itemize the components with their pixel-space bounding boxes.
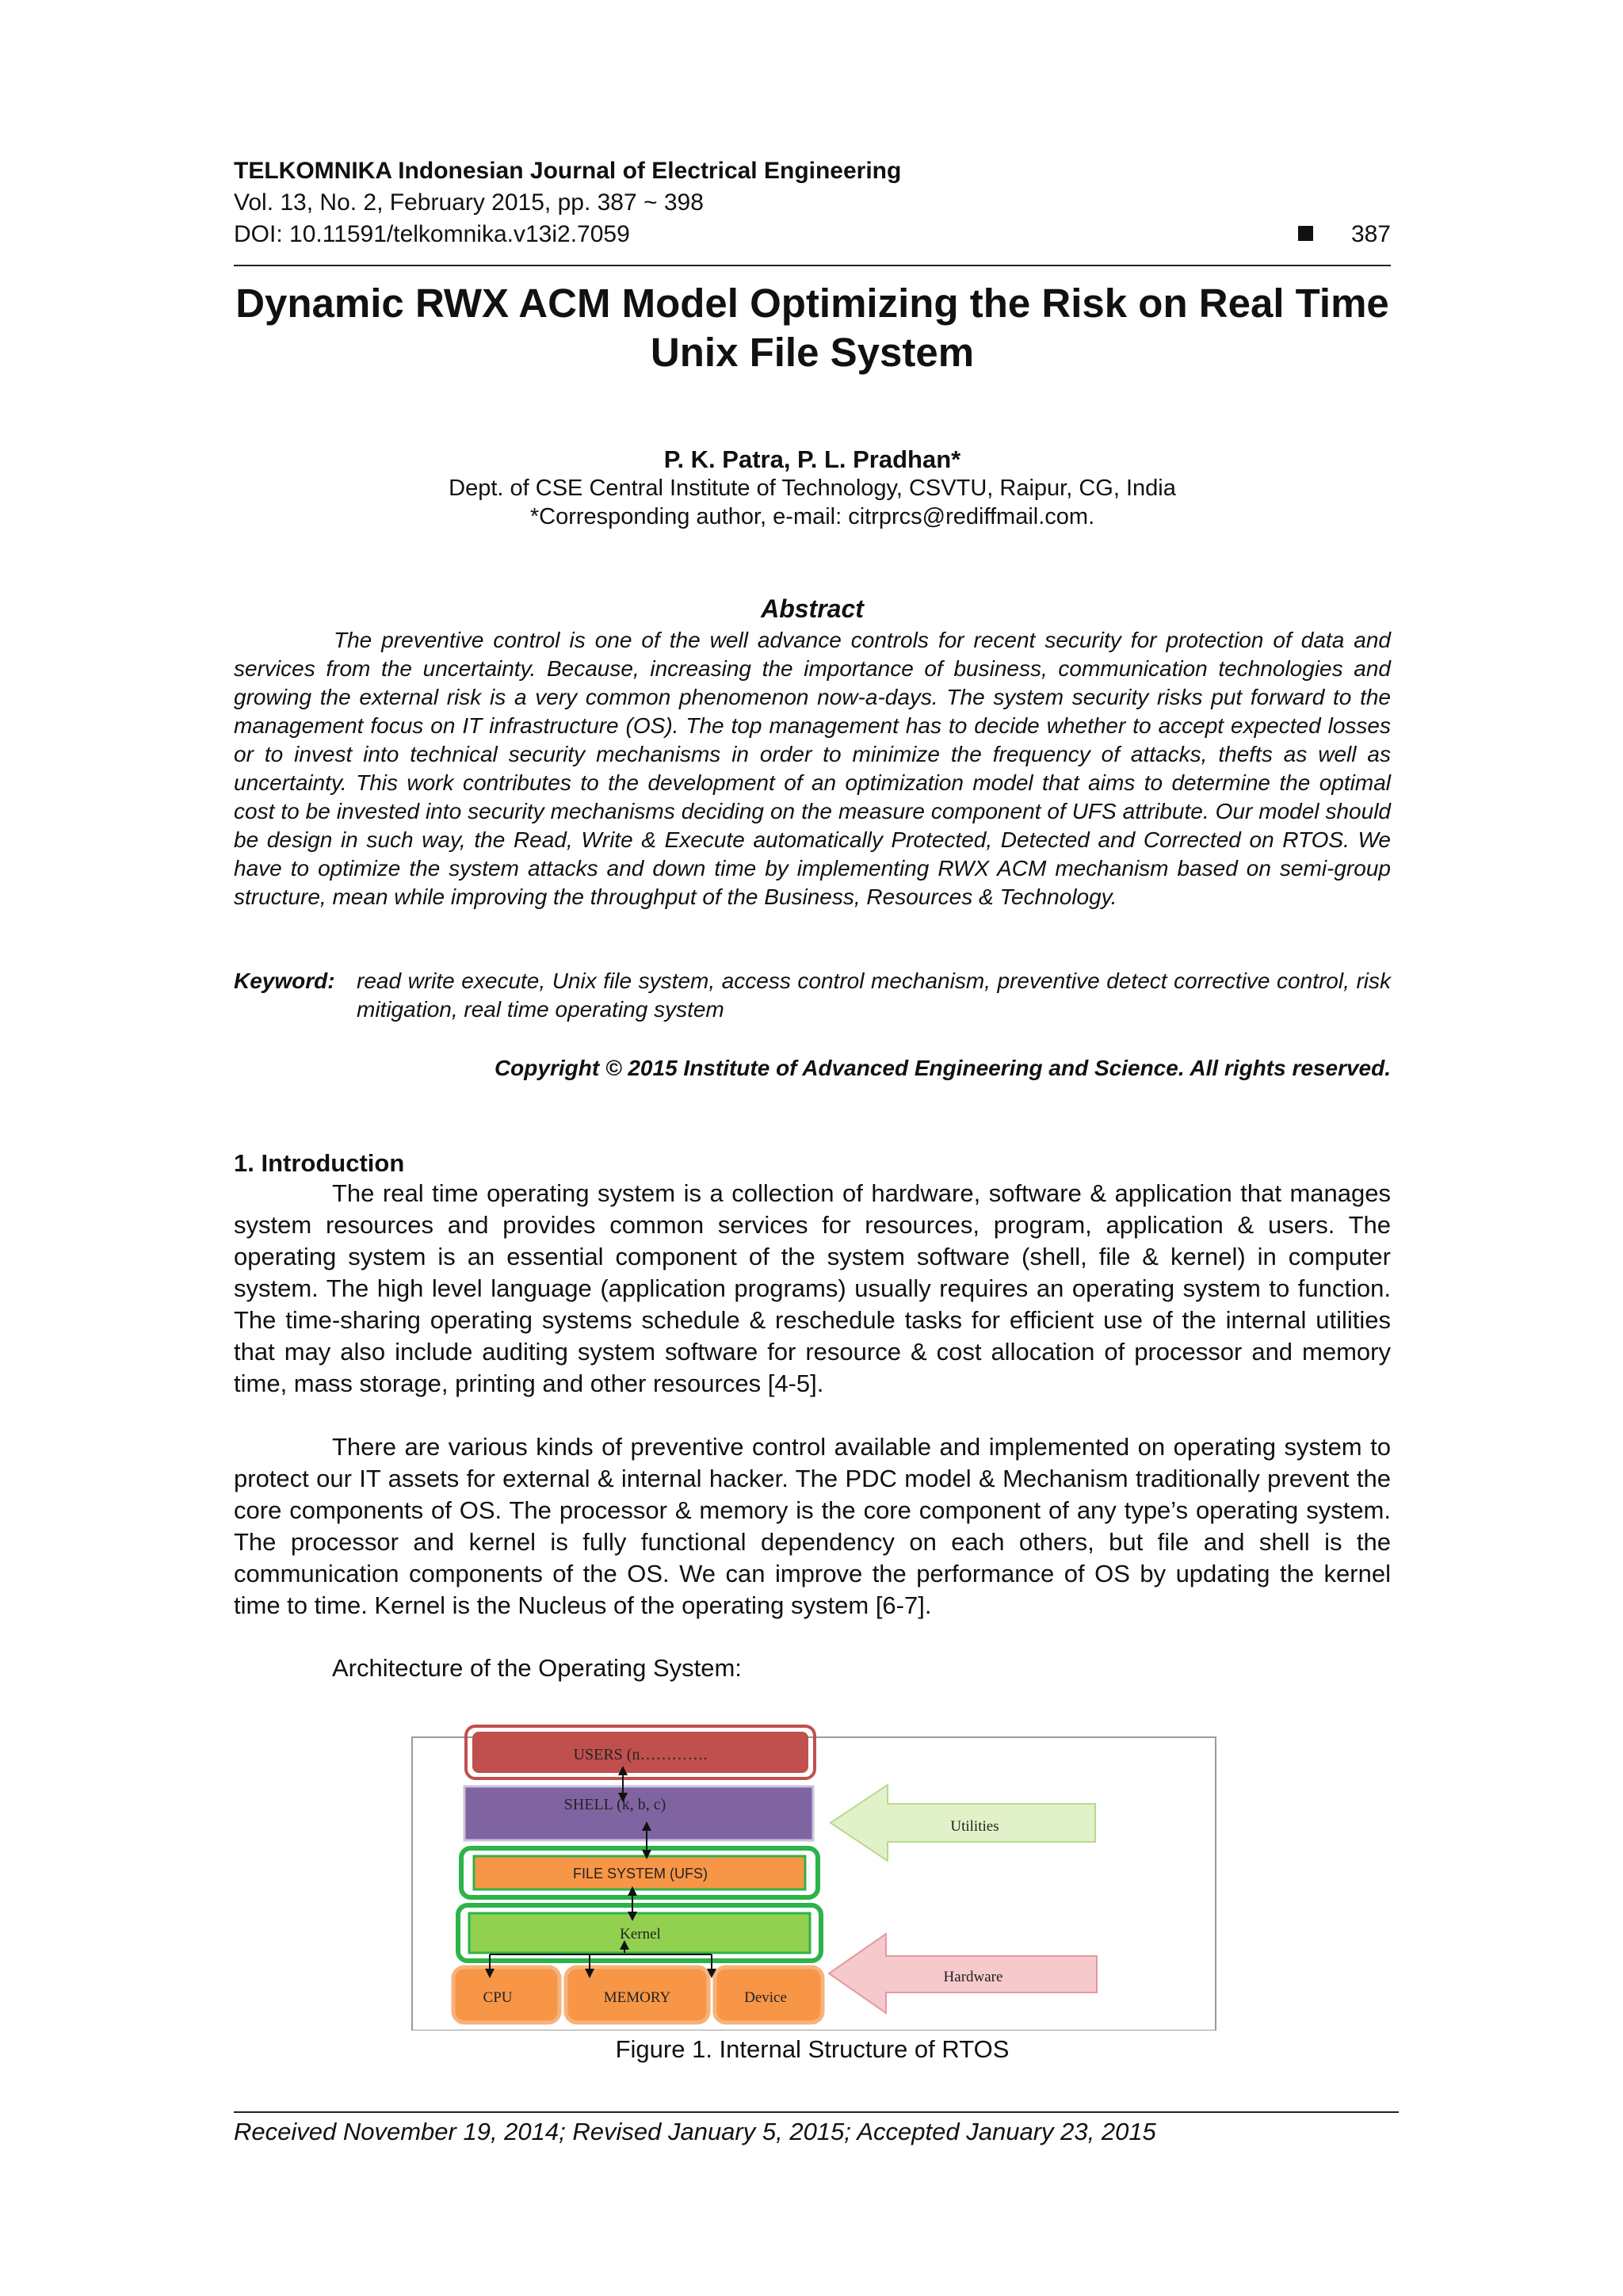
corresponding-author: *Corresponding author, e-mail: citrprcs@rediffmail.com.: [529, 504, 1095, 529]
keywords-label: Keyword:: [234, 968, 335, 993]
affiliation-block: [234, 474, 1391, 531]
users-layer: [466, 1726, 815, 1778]
black-square-icon: [1298, 226, 1313, 241]
memory-label: MEMORY: [603, 1989, 671, 2006]
page-number-block: [1298, 219, 1391, 250]
keywords: [234, 967, 1391, 1024]
header-divider: [234, 265, 1391, 266]
paragraph-3: Architecture of the Operating System:: [332, 1654, 742, 1682]
affiliation: Dept. of CSE Central Institute of Technology, CSVTU, Raipur, CG, India: [449, 476, 1176, 501]
section-heading: 1. Introduction: [234, 1149, 405, 1177]
copyright: Copyright © 2015 Institute of Advanced Engineering and Science. All rights reserved.: [494, 1056, 1391, 1080]
abstract-heading: Abstract: [761, 594, 864, 623]
paper-title: Dynamic RWX ACM Model Optimizing the Risk on Real Time Unix File System: [235, 281, 1389, 375]
paragraph-2: There are various kinds of preventive control available and implemented on operating system to protect our IT assets for external & internal hacker. The PDC model & Mechanism traditionally prevent the core components of OS. The processor & memory is the core component of any type’s operating system. The processor and kernel is fully functional dependency on each others, but file and shell is the communication components of the OS. We can improve the performance of OS by updating the kernel time to time. Kernel is the Nucleus of the operating system [6-7].: [234, 1433, 1391, 1619]
journal-name: TELKOMNIKA Indonesian Journal of Electrical Engineering: [234, 158, 902, 184]
rtos-architecture-figure: [411, 1721, 1219, 2030]
authors: P. K. Patra, P. L. Pradhan*: [663, 445, 961, 473]
figure-caption: Figure 1. Internal Structure of RTOS: [615, 2035, 1010, 2063]
shell-label: SHELL (k, b, c): [563, 1796, 666, 1813]
doi: DOI: 10.11591/telkomnika.v13i2.7059: [234, 221, 630, 247]
keywords-text: read write execute, Unix file system, access control mechanism, preventive detect corrective control, risk mitigation, real time operating system: [357, 968, 1391, 1022]
footer-divider: [234, 2111, 1399, 2113]
shell-layer: [464, 1786, 813, 1840]
journal-header: [234, 155, 1391, 250]
page-number: 387: [1350, 221, 1391, 247]
cpu-label: CPU: [483, 1989, 513, 2006]
utilities-arrow: [831, 1785, 1095, 1861]
abstract-text: The preventive control is one of the well advance controls for recent security for protection of data and services from the uncertainty. Because, increasing the importance of business, communication technologies and growing the external risk is a very common phenomenon now-a-days. The system security risks put forward to the management focus on IT infrastructure (OS). The top management has to decide whether to accept expected losses or to invest into technical security mechanisms in order to minimize the frequency of attacks, thefts as well as uncertainty. This work contributes to the development of an optimization model that aims to determine the optimal cost to be invested into security mechanisms deciding on the measure component of UFS attribute. Our model should be design in such way, the Read, Write & Execute automatically Protected, Detected and Corrected on RTOS. We have to optimize the system attacks and down time by implementing RWX ACM mechanism based on semi-group structure, mean while improving the throughput of the Business, Resources & Technology.: [234, 628, 1391, 909]
utilities-label: Utilities: [950, 1818, 999, 1835]
hardware-arrow: [829, 1934, 1097, 2013]
received-dates: Received November 19, 2014; Revised January 5, 2015; Accepted January 23, 2015: [234, 2118, 1156, 2145]
file-system-label: FILE SYSTEM (UFS): [572, 1866, 708, 1881]
users-label: USERS (n………….: [573, 1746, 708, 1763]
kernel-label: Kernel: [620, 1926, 661, 1943]
volume-info: Vol. 13, No. 2, February 2015, pp. 387 ~ 398: [234, 189, 704, 216]
hardware-units: [453, 1967, 823, 2023]
hardware-label: Hardware: [943, 1969, 1003, 1985]
device-label: Device: [744, 1989, 787, 2006]
file-system-layer: [461, 1848, 818, 1897]
paragraph-1: The real time operating system is a collection of hardware, software & application that manages system resources and provides common services for resources, program, application & users. The operating system is an essential component of the system software (shell, file & kernel) in computer system. The high level language (application programs) usually requires an operating system to function. The time-sharing operating systems schedule & reschedule tasks for efficient use of the internal utilities that may also include auditing system software for resource & cost allocation of processor and memory time, mass storage, printing and other resources [4-5].: [234, 1179, 1391, 1397]
kernel-layer: [458, 1905, 821, 1961]
